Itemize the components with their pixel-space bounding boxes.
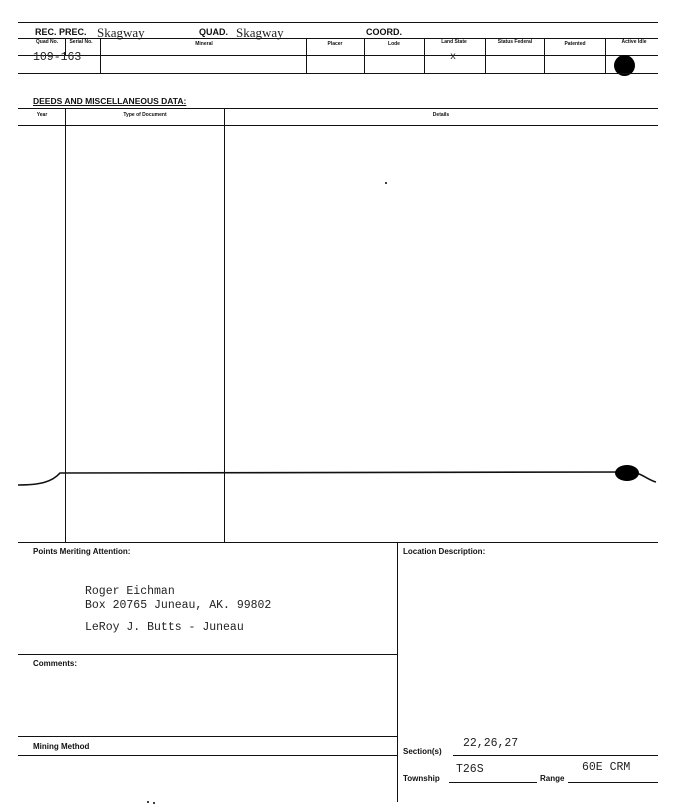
rec-prec-label: REC. PREC. (35, 27, 87, 37)
deeds-header-underline (18, 125, 658, 126)
claim-header-underline (18, 55, 658, 56)
claim-table-divider (485, 38, 486, 74)
range-value: 60E CRM (582, 761, 631, 774)
col-patented: Patented (564, 41, 586, 47)
claim-table-divider (364, 38, 365, 74)
stray-mark (153, 802, 155, 804)
bottom-section-top-line (18, 542, 658, 543)
col-details: Details (432, 112, 450, 118)
comments-label: Comments: (33, 659, 78, 668)
col-mineral: Mineral (195, 41, 213, 47)
col-type-of-document: Type of Document (123, 112, 167, 118)
range-label: Range (540, 774, 565, 783)
township-label: Township (403, 774, 440, 783)
points-line-3: LeRoy J. Butts - Juneau (85, 621, 244, 634)
col-lode: Lode (388, 41, 400, 47)
location-label: Location Description: (403, 547, 486, 556)
section-value: 22,26,27 (463, 737, 519, 750)
section-label: Section(s) (403, 747, 442, 756)
col-placer: Placer (327, 41, 343, 47)
stray-mark (147, 801, 149, 803)
header-underline (18, 38, 658, 39)
bottom-section-divider (397, 542, 398, 802)
mining-label: Mining Method (33, 742, 90, 751)
rec-prec-value: Skagway (97, 25, 145, 40)
mining-top-line (18, 736, 397, 737)
top-border-line (18, 22, 658, 23)
deeds-top-line (18, 108, 658, 109)
col-quad-no: Quad No. (35, 39, 59, 45)
hand-drawn-line (0, 460, 678, 500)
points-line-2: Box 20765 Juneau, AK. 99802 (85, 599, 272, 612)
coord-label: COORD. (366, 27, 402, 37)
land-state-mark: x (450, 52, 457, 63)
points-line-1: Roger Eichman (85, 585, 175, 598)
claim-table-divider (424, 38, 425, 74)
claim-table-divider (605, 38, 606, 74)
comments-top-line (18, 654, 397, 655)
quad-value: Skagway (236, 25, 284, 40)
col-serial-no: Serial No. (69, 39, 93, 45)
stray-mark (385, 182, 387, 184)
mining-underline (18, 755, 397, 756)
claim-table-divider (100, 38, 101, 74)
claim-table-divider (306, 38, 307, 74)
claim-row-bottom (18, 73, 658, 74)
col-active-idle: Active Idle (621, 39, 647, 45)
deeds-title: DEEDS AND MISCELLANEOUS DATA: (33, 96, 187, 106)
range-underline (568, 782, 658, 783)
quad-label: QUAD. (199, 27, 228, 37)
col-land-state: Land State (441, 39, 467, 45)
col-status-federal: Status Federal (497, 39, 533, 45)
township-underline (449, 782, 537, 783)
township-value: T26S (456, 763, 484, 776)
points-label: Points Meriting Attention: (33, 547, 131, 556)
claim-table-divider (544, 38, 545, 74)
col-year: Year (36, 112, 48, 118)
quad-number-value: 109-163 (33, 51, 82, 64)
section-underline (453, 755, 658, 756)
